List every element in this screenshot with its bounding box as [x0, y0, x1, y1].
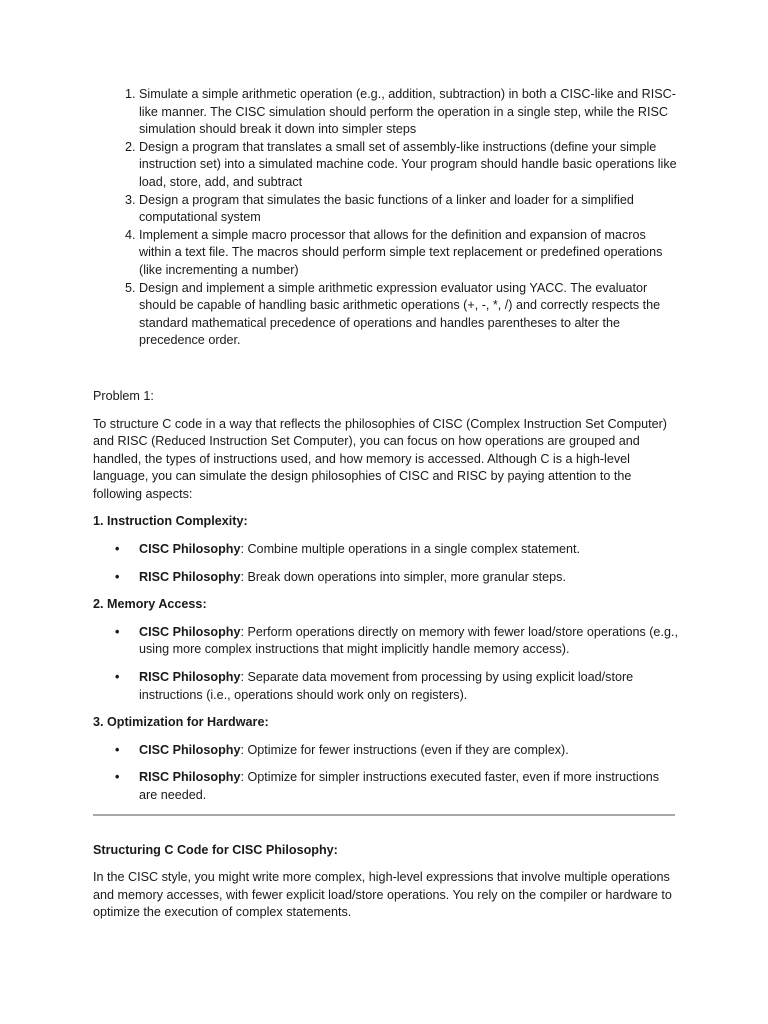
task-item: 5. Design and implement a simple arithmetic expression evaluator using YACC. The evaluator should be capable of handling basic arithmetic operations (+, -, *, /) and correctly respects the standard mathematical precedence of operations and handles parentheses to alter the precedence order.	[139, 280, 678, 350]
bullet-text: : Perform operations directly on memory with fewer load/store operations (e.g., using more complex instructions that might implicitly handle memory access).	[139, 624, 678, 657]
problem-intro: To structure C code in a way that reflects the philosophies of CISC (Complex Instruction Set Computer) and RISC (Reduced Instruction Set Computer), you can focus on how operations are grouped and handled, the types of instructions used, and how memory is accessed. Although C is a high-level language, you can simulate the design philosophies of CISC and RISC by paying attention to the following aspects:	[93, 416, 667, 501]
bullet-text: : Optimize for fewer instructions (even if they are complex).	[240, 742, 569, 757]
bullet-term: RISC Philosophy	[139, 770, 241, 785]
bullet-term: CISC Philosophy	[139, 542, 241, 557]
bullet-text: : Break down operations into simpler, more granular steps.	[240, 569, 566, 584]
bullet-text: : Combine multiple operations in a single complex statement.	[240, 542, 580, 557]
bullet-list	[93, 624, 678, 704]
cisc-structuring-heading: Structuring C Code for CISC Philosophy:	[93, 842, 338, 857]
bullet-item	[139, 742, 678, 760]
cisc-structuring-text: In the CISC style, you might write more complex, high-level expressions that involve multiple operations and memory accesses, with fewer explicit load/store operations. You rely on the compiler or hardware to optimize the execution of complex statements.	[93, 870, 672, 920]
bullet-item	[139, 624, 678, 659]
bullet-item	[139, 541, 678, 559]
problem-title: Problem 1:	[93, 388, 154, 403]
bullet-term: CISC Philosophy	[139, 624, 241, 639]
task-list	[93, 86, 678, 350]
bullet-list	[93, 742, 678, 805]
bullet-term: RISC Philosophy	[139, 670, 241, 685]
bullet-list	[93, 541, 678, 586]
task-item: 2. Design a program that translates a small set of assembly-like instructions (define your simple instruction set) into a simulated machine code. Your program should handle basic operations like load, store, add, and subtract	[139, 139, 678, 192]
task-item: 3. Design a program that simulates the basic functions of a linker and loader for a simplified computational system	[139, 192, 678, 227]
bullet-text: : Optimize for simpler instructions executed faster, even if more instructions are needed.	[139, 770, 660, 802]
bullet-item	[139, 769, 678, 804]
bullet-item	[139, 669, 678, 704]
bullet-term: CISC Philosophy	[139, 742, 241, 757]
section-heading-optimization: 3. Optimization for Hardware:	[93, 715, 269, 730]
bullet-text: : Separate data movement from processing by using explicit load/store instructions (i.e., operations should work only on registers).	[139, 670, 634, 702]
document-page	[93, 86, 678, 922]
bullet-term: RISC Philosophy	[139, 569, 241, 584]
section-heading-memory-access: 2. Memory Access:	[93, 597, 207, 612]
task-item: 4. Implement a simple macro processor that allows for the definition and expansion of macros within a text file. The macros should perform simple text replacement or predefined operations (like incrementing a number)	[139, 227, 678, 280]
horizontal-divider	[93, 814, 675, 816]
task-item: 1. Simulate a simple arithmetic operation (e.g., addition, subtraction) in both a CISC-like and RISC-like manner. The CISC simulation should perform the operation in a single step, while the RISC simulation should break it down into simpler steps	[139, 86, 678, 139]
section-heading-instruction-complexity: 1. Instruction Complexity:	[93, 514, 248, 529]
bullet-item	[139, 569, 678, 587]
